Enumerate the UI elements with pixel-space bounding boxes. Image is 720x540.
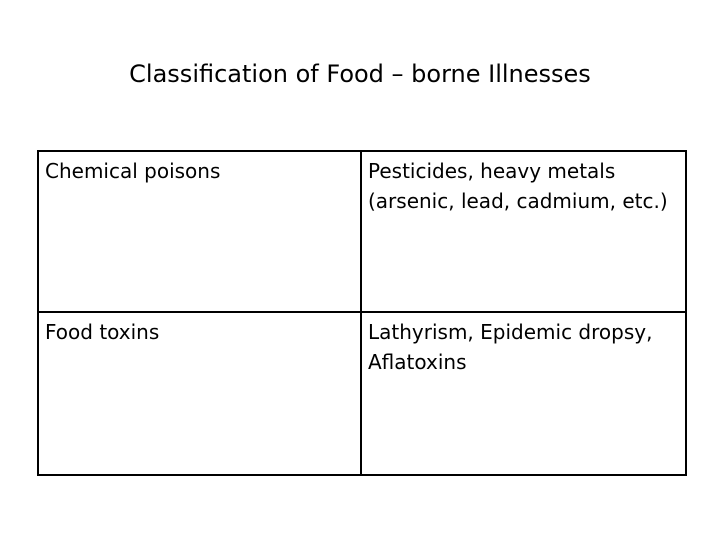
slide-title: Classification of Food – borne Illnesses (129, 60, 591, 88)
table-cell-examples: Pesticides, heavy metals (arsenic, lead, cadmium, etc.) (361, 151, 686, 312)
table-row (38, 151, 686, 312)
table-cell-category: Food toxins (38, 312, 361, 475)
table-row (38, 312, 686, 475)
classification-table (37, 150, 687, 476)
table-cell-examples: Lathyrism, Epidemic dropsy, Aflatoxins (361, 312, 686, 475)
table-cell-category: Chemical poisons (38, 151, 361, 312)
